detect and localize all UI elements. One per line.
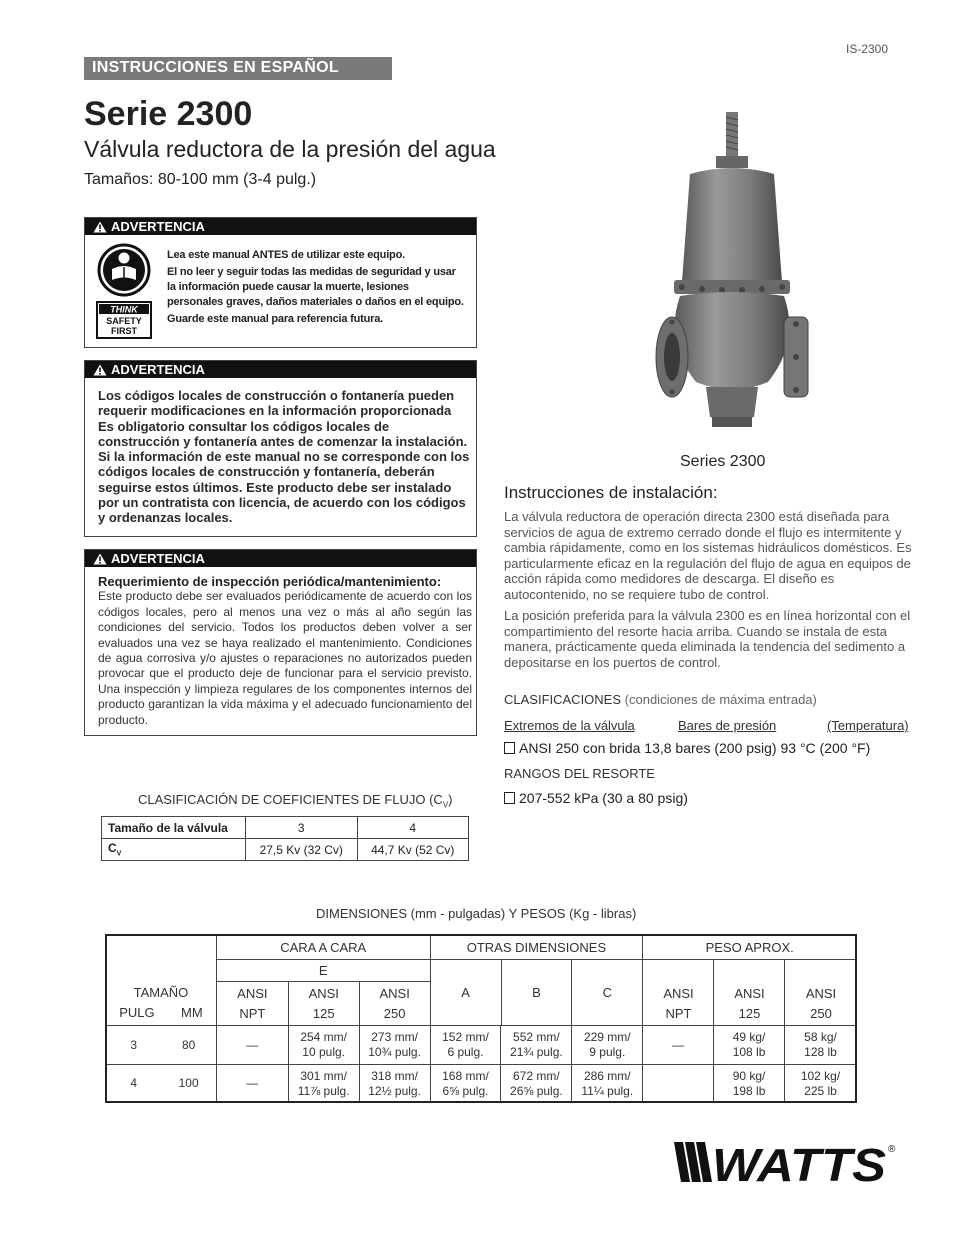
sub-e: E [216, 960, 430, 982]
ratings-label: CLASIFICACIONES [504, 692, 622, 707]
cv-table-title: CLASIFICACIÓN DE COEFICIENTES DE FLUJO $(C_V)$ [138, 792, 453, 810]
installation-para-2: La posición preferida para la válvula 2300 es en línea horizontal con el compartimiento del resorte hacia arriba. Cuando se instala de esta manera, prácticamente queda eliminada la tendencia del sedimento a depositarse en los puertos de control. [504, 608, 911, 670]
table-cell: 3 [246, 817, 358, 839]
cell-c: 286 mm/ 11¼ pulg. [572, 1065, 643, 1103]
group-face-to-face: CARA A CARA [216, 935, 430, 960]
inspection-body: Este producto debe ser evaluados periódicamente de acuerdo con los códigos locales, pero al menos una vez o más al año según las condiciones del servicio. Todos los productos deben volver a ser evaluados una vez se haya realizado el mantenimiento. Condiciones de agua corrosiva y/o ajustes o reparaciones no autorizados pueden provocar que el producto deje de funcionar para el servicio previsto. Una inspección y limpieza regulares de los componentes internos del producto garantizan la vida máxima y el adecuado funcionamiento del producto. [98, 589, 472, 727]
installation-body [504, 509, 914, 676]
warning-line-read: Lea este manual ANTES de utilizar este equipo. [167, 249, 405, 261]
sizes-line: Tamaños: 80-100 mm (3-4 pulg.) [84, 171, 317, 188]
page-subtitle: Válvula reductora de la presión del agua [84, 136, 496, 162]
cell-mm: 100 [161, 1065, 216, 1103]
cell-e-npt: — [216, 1065, 288, 1103]
badge-first: FIRST [111, 326, 137, 336]
table-row [106, 960, 857, 982]
cell-w-250: 102 kg/ 225 lb [785, 1065, 857, 1103]
ratings-row [504, 740, 870, 756]
product-caption: Series 2300 [680, 453, 766, 470]
cell-mm: 80 [161, 1026, 216, 1065]
table-row [106, 1065, 857, 1103]
registered-mark: ® [888, 1144, 896, 1155]
warning-line-danger: El no leer y seguir todas las medidas de seguridad y usar la información puede causar la muerte, lesiones personales graves, daños materiales o daños en el equipo. [167, 266, 464, 308]
warning-heading: ADVERTENCIA [111, 219, 205, 234]
table-row [102, 839, 469, 861]
document-code: IS-2300 [846, 42, 889, 56]
table-row [106, 1026, 857, 1065]
group-other-dimensions: OTRAS DIMENSIONES [430, 935, 643, 960]
dimensions-table-body [105, 1025, 857, 1103]
warning-line-keep: Guarde este manual para referencia futura. [167, 313, 383, 325]
warning-header [85, 361, 476, 378]
header-w-125: ANSI 125 [734, 986, 765, 1021]
cell-w-125: 49 kg/ 108 lb [714, 1026, 785, 1065]
ratings-row-text: ANSI 250 con brida 13,8 bares (200 psig) 93 °C (200 °F) [519, 740, 871, 756]
header-c: C [572, 960, 643, 1026]
warning-inspection-text [98, 574, 472, 728]
valve-product-image [650, 112, 820, 442]
cell-a: 168 mm/ 6⅝ pulg. [430, 1065, 501, 1103]
installation-para-1: La válvula reductora de operación directa 2300 está diseñada para servicios de agua de extremo cerrado donde el flujo es intermitente y cambia rápidamente, como en los sistemas hidráulicos domésticos. Es particularmente eficaz en la regulación del flujo de agua en equipos de acción rápida como medidores de descarga. El diseño es autocontenido, no se requiere tubo de control. [504, 509, 912, 602]
warning-triangle-icon [93, 553, 107, 565]
cell-pulg: 4 [106, 1065, 162, 1103]
table-row [106, 935, 857, 960]
table-cell [106, 960, 217, 982]
logo-wordmark: WATTS [712, 1140, 887, 1184]
header-e-250: ANSI 250 [359, 982, 430, 1026]
think-safety-first-icon [95, 242, 153, 340]
header-a: A [430, 960, 501, 1026]
table-cell: $C_V$ [102, 839, 246, 861]
size-header: TAMAÑO PULG MM [106, 982, 217, 1026]
group-weight: PESO APROX. [643, 935, 857, 960]
spring-range-label: RANGOS DEL RESORTE [504, 766, 655, 781]
warning-box-codes [84, 360, 477, 537]
table-cell [106, 935, 217, 960]
warning-triangle-icon [93, 364, 107, 376]
checkbox-icon [504, 742, 515, 754]
spring-range-text: 207-552 kPa (30 a 80 psig) [519, 790, 688, 806]
cell-e-250: 318 mm/ 12½ pulg. [359, 1065, 430, 1103]
warning-codes-text: Los códigos locales de construcción o fontanería pueden requerir modificaciones en la información proporcionada Es obligatorio consultar los códigos locales de construcción y fontanería antes de comenzar la instalación. Si la información de este manual no se corresponde con los códigos locales de construcción y fontanería, deberán seguirse estos últimos. Este producto debe ser instalado por un contratista con licencia, de acuerdo con los códigos y ordenanzas locales. [98, 388, 470, 526]
cell-c: 229 mm/ 9 pulg. [572, 1026, 643, 1065]
cv-table [101, 816, 469, 861]
table-cell: 4 [357, 817, 469, 839]
dimensions-table-title: DIMENSIONES (mm - pulgadas) Y PESOS (Kg - libras) [316, 906, 637, 921]
cell-w-250: 58 kg/ 128 lb [785, 1026, 857, 1065]
warning-header [85, 218, 476, 235]
cell-b: 672 mm/ 26⅝ pulg. [501, 1065, 572, 1103]
cell-e-npt: — [216, 1026, 288, 1065]
header-e-125: ANSI 125 [288, 982, 359, 1026]
badge-think: THINK [110, 304, 138, 315]
header-b: B [501, 960, 572, 1026]
cell-e-125: 301 mm/ 11⅞ pulg. [288, 1065, 359, 1103]
ratings-col-temperature: (Temperatura) [827, 718, 909, 733]
table-row [102, 817, 469, 839]
table-cell: 27,5 Kv (32 Cv) [246, 839, 358, 861]
cell-w-npt: — [643, 1026, 714, 1065]
ratings-note: (condiciones de máxima entrada) [624, 692, 817, 707]
watts-logo [674, 1140, 898, 1184]
table-cell: 44,7 Kv (52 Cv) [357, 839, 469, 861]
spring-range-row [504, 790, 688, 806]
ratings-heading [504, 692, 817, 707]
installation-title: Instrucciones de instalación: [504, 483, 718, 502]
warning-box-manual [84, 217, 477, 348]
cell-w-npt [643, 1065, 714, 1103]
cell-e-250: 273 mm/ 10¾ pulg. [359, 1026, 430, 1065]
header-w-250: ANSI 250 [805, 986, 837, 1021]
language-banner: INSTRUCCIONES EN ESPAÑOL [84, 57, 392, 80]
page-title: Serie 2300 [84, 95, 253, 133]
header-e-npt: ANSI NPT [216, 982, 288, 1026]
warning-manual-text [167, 248, 467, 329]
warning-box-inspection [84, 549, 477, 736]
ratings-col-pressure: Bares de presión [678, 718, 777, 733]
warning-heading: ADVERTENCIA [111, 362, 205, 377]
header-w-npt: ANSI NPT [663, 986, 694, 1021]
cell-b: 552 mm/ 21¾ pulg. [501, 1026, 572, 1065]
ratings-col-ends: Extremos de la válvula [504, 718, 635, 733]
warning-heading: ADVERTENCIA [111, 551, 205, 566]
warning-triangle-icon [93, 221, 107, 233]
table-cell: Tamaño de la válvula [102, 817, 246, 839]
cell-w-125: 90 kg/ 198 lb [714, 1065, 785, 1103]
cell-a: 152 mm/ 6 pulg. [430, 1026, 501, 1065]
warning-header [85, 550, 476, 567]
checkbox-icon [504, 792, 515, 804]
cell-e-125: 254 mm/ 10 pulg. [288, 1026, 359, 1065]
inspection-subheading: Requerimiento de inspección periódica/mantenimiento: [98, 574, 442, 589]
badge-safety: SAFETY [106, 316, 142, 326]
cell-pulg: 3 [106, 1026, 162, 1065]
